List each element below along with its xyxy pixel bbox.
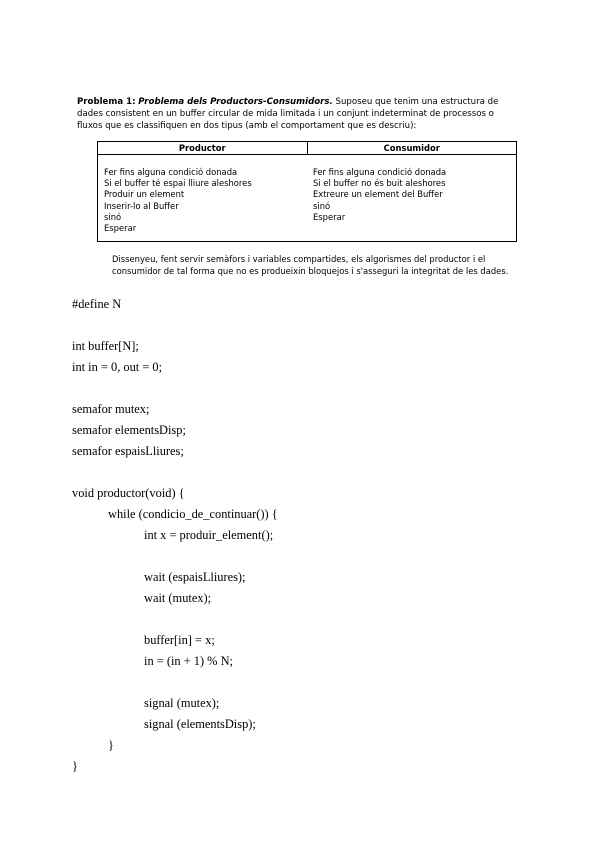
problem-label: Problema 1: bbox=[77, 97, 136, 107]
code-line: int x = produir_element(); bbox=[144, 528, 274, 542]
code-line: buffer[in] = x; bbox=[144, 633, 215, 647]
problem-title: Problema dels Productors-Consumidors. bbox=[138, 97, 333, 107]
productor-line: Inserir-lo al Buffer bbox=[104, 200, 179, 211]
code-line: signal (mutex); bbox=[144, 696, 220, 710]
productor-line: Produir un element bbox=[104, 189, 185, 200]
consumidor-column bbox=[307, 167, 516, 234]
consumidor-line: Esperar bbox=[313, 211, 346, 222]
header-consumidor: Consumidor bbox=[383, 143, 440, 153]
header-productor: Productor bbox=[98, 142, 308, 154]
code-line: semafor mutex; bbox=[72, 402, 150, 416]
code-line: semafor espaisLliures; bbox=[72, 444, 184, 458]
consumidor-line: Si el buffer no és buit aleshores bbox=[313, 178, 446, 189]
code-line: #define N bbox=[72, 297, 122, 311]
consumidor-line: sinó bbox=[313, 200, 331, 211]
code-line: } bbox=[108, 738, 114, 752]
productor-line: Fer fins alguna condició donada bbox=[104, 167, 238, 177]
code-line: while (condicio_de_continuar()) { bbox=[108, 507, 278, 521]
consumidor-line: Extreure un element del Buffer bbox=[313, 189, 443, 200]
code-line: wait (mutex); bbox=[144, 591, 212, 605]
behaviour-table bbox=[97, 141, 517, 242]
code-line: wait (espaisLliures); bbox=[144, 570, 246, 584]
productor-line: Esperar bbox=[104, 223, 137, 234]
productor-column bbox=[98, 167, 307, 234]
code-line: void productor(void) { bbox=[72, 486, 185, 500]
consumidor-line: Fer fins alguna condició donada bbox=[313, 167, 447, 177]
code-line: signal (elementsDisp); bbox=[144, 717, 256, 731]
table-header bbox=[98, 142, 516, 155]
code-line: int in = 0, out = 0; bbox=[72, 360, 163, 374]
problem-text: Suposeu que tenim una estructura de dades consistent en un buffer circular de mida limitada i un conjunt indeterminat de processos o fluxos que es classifiquen en dos tipus (amb el comportament que es descriu): bbox=[77, 97, 499, 131]
productor-line: sinó bbox=[104, 211, 122, 222]
code-line: in = (in + 1) % N; bbox=[144, 654, 233, 668]
productor-line: Si el buffer té espai lliure aleshores bbox=[104, 178, 252, 189]
problem-statement bbox=[77, 96, 519, 132]
code-line: } bbox=[72, 759, 78, 773]
code-line: int buffer[N]; bbox=[72, 339, 139, 353]
code-line: semafor elementsDisp; bbox=[72, 423, 186, 437]
task-explanation: Dissenyeu, fent servir semàfors i variables compartides, els algorismes del productor i el consumidor de tal forma que no es produeixin bloquejos i s'asseguri la integritat de les dades. bbox=[112, 254, 509, 276]
